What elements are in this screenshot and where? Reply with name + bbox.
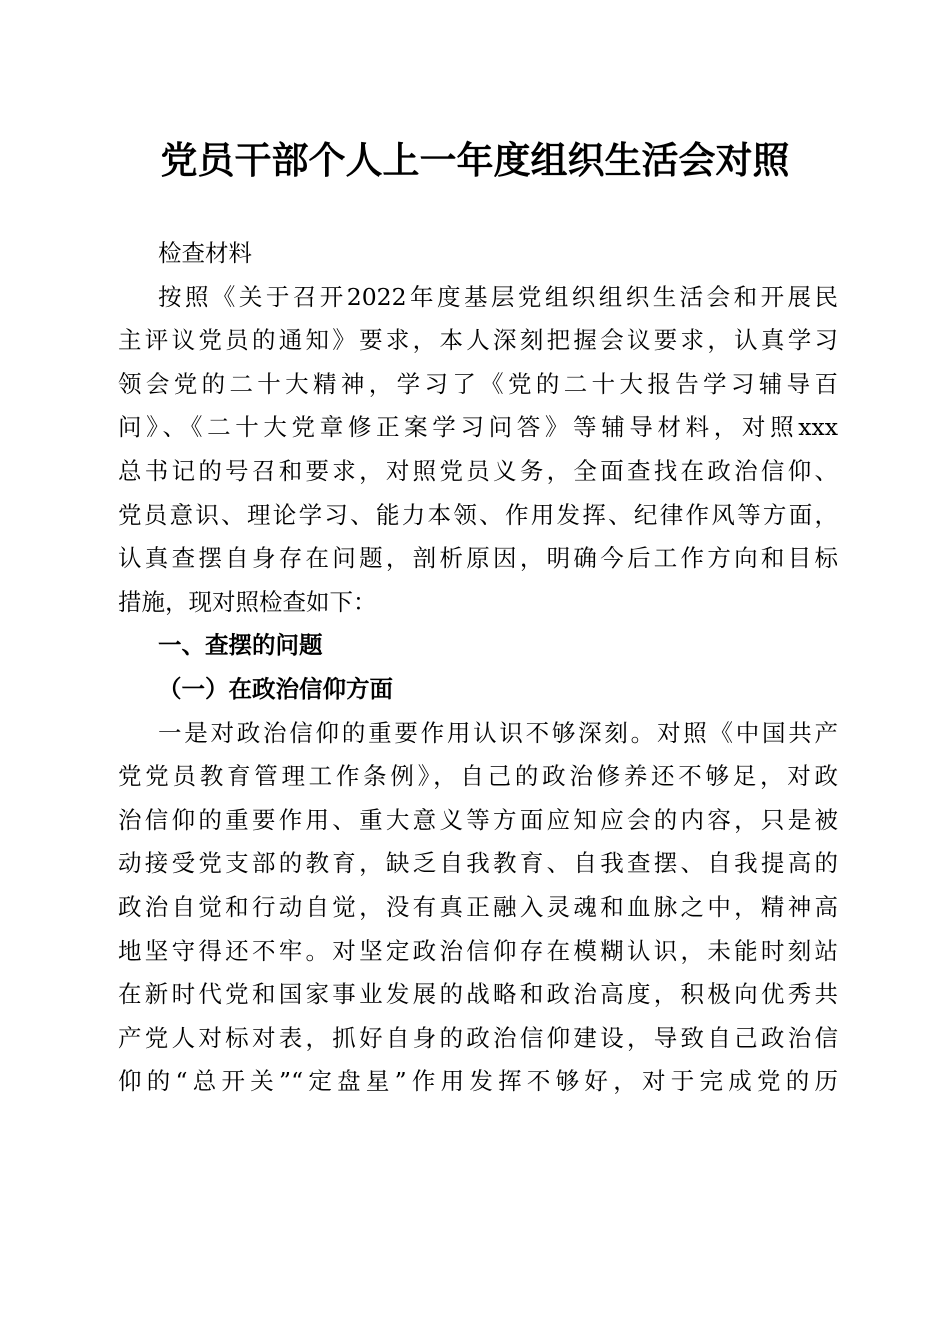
paragraph-line: 地坚守得还不牢。对坚定政治信仰存在模糊认识，未能时刻站 [118,936,838,965]
paragraph-line: 治信仰的重要作用、重大意义等方面应知应会的内容，只是被 [118,805,838,834]
section-heading: 一、查摆的问题 [158,631,323,660]
paragraph-line: 问》、《二十大党章修正案学习问答》等辅导材料，对照xxx [118,413,838,442]
paragraph-line: 按照《关于召开2022年度基层党组织组织生活会和开展民 [158,282,838,311]
paragraph-line: 产党人对标对表，抓好自身的政治信仰建设，导致自己政治信 [118,1023,838,1052]
paragraph-line: 认真查摆自身存在问题，剖析原因，明确今后工作方向和目标 [118,544,838,573]
paragraph-line: 总书记的号召和要求，对照党员义务，全面查找在政治信仰、 [118,456,838,485]
paragraph-line: 一是对政治信仰的重要作用认识不够深刻。对照《中国共产 [158,718,838,747]
paragraph-line: 动接受党支部的教育，缺乏自我教育、自我查摆、自我提高的 [118,849,838,878]
paragraph-line: 仰的“总开关”“定盘星”作用发挥不够好，对于完成党的历 [118,1067,838,1096]
paragraph-line: 政治自觉和行动自觉，没有真正融入灵魂和血脉之中，精神高 [118,892,838,921]
paragraph-line: 主评议党员的通知》要求，本人深刻把握会议要求，认真学习 [118,326,838,355]
document-body [118,232,838,1104]
paragraph-line: 党员意识、理论学习、能力本领、作用发挥、纪律作风等方面， [118,500,838,529]
paragraph-line: 在新时代党和国家事业发展的战略和政治高度，积极向优秀共 [118,980,838,1009]
document-subtitle: 检查材料 [158,239,252,267]
paragraph-line: 领会党的二十大精神，学习了《党的二十大报告学习辅导百 [118,369,838,398]
paragraph-line: 党党员教育管理工作条例》，自己的政治修养还不够足，对政 [118,762,838,791]
document-title: 党员干部个人上一年度组织生活会对照 [160,138,790,182]
subsection-heading: （一）在政治信仰方面 [158,674,393,703]
paragraph-line: 措施，现对照检查如下： [118,587,377,616]
